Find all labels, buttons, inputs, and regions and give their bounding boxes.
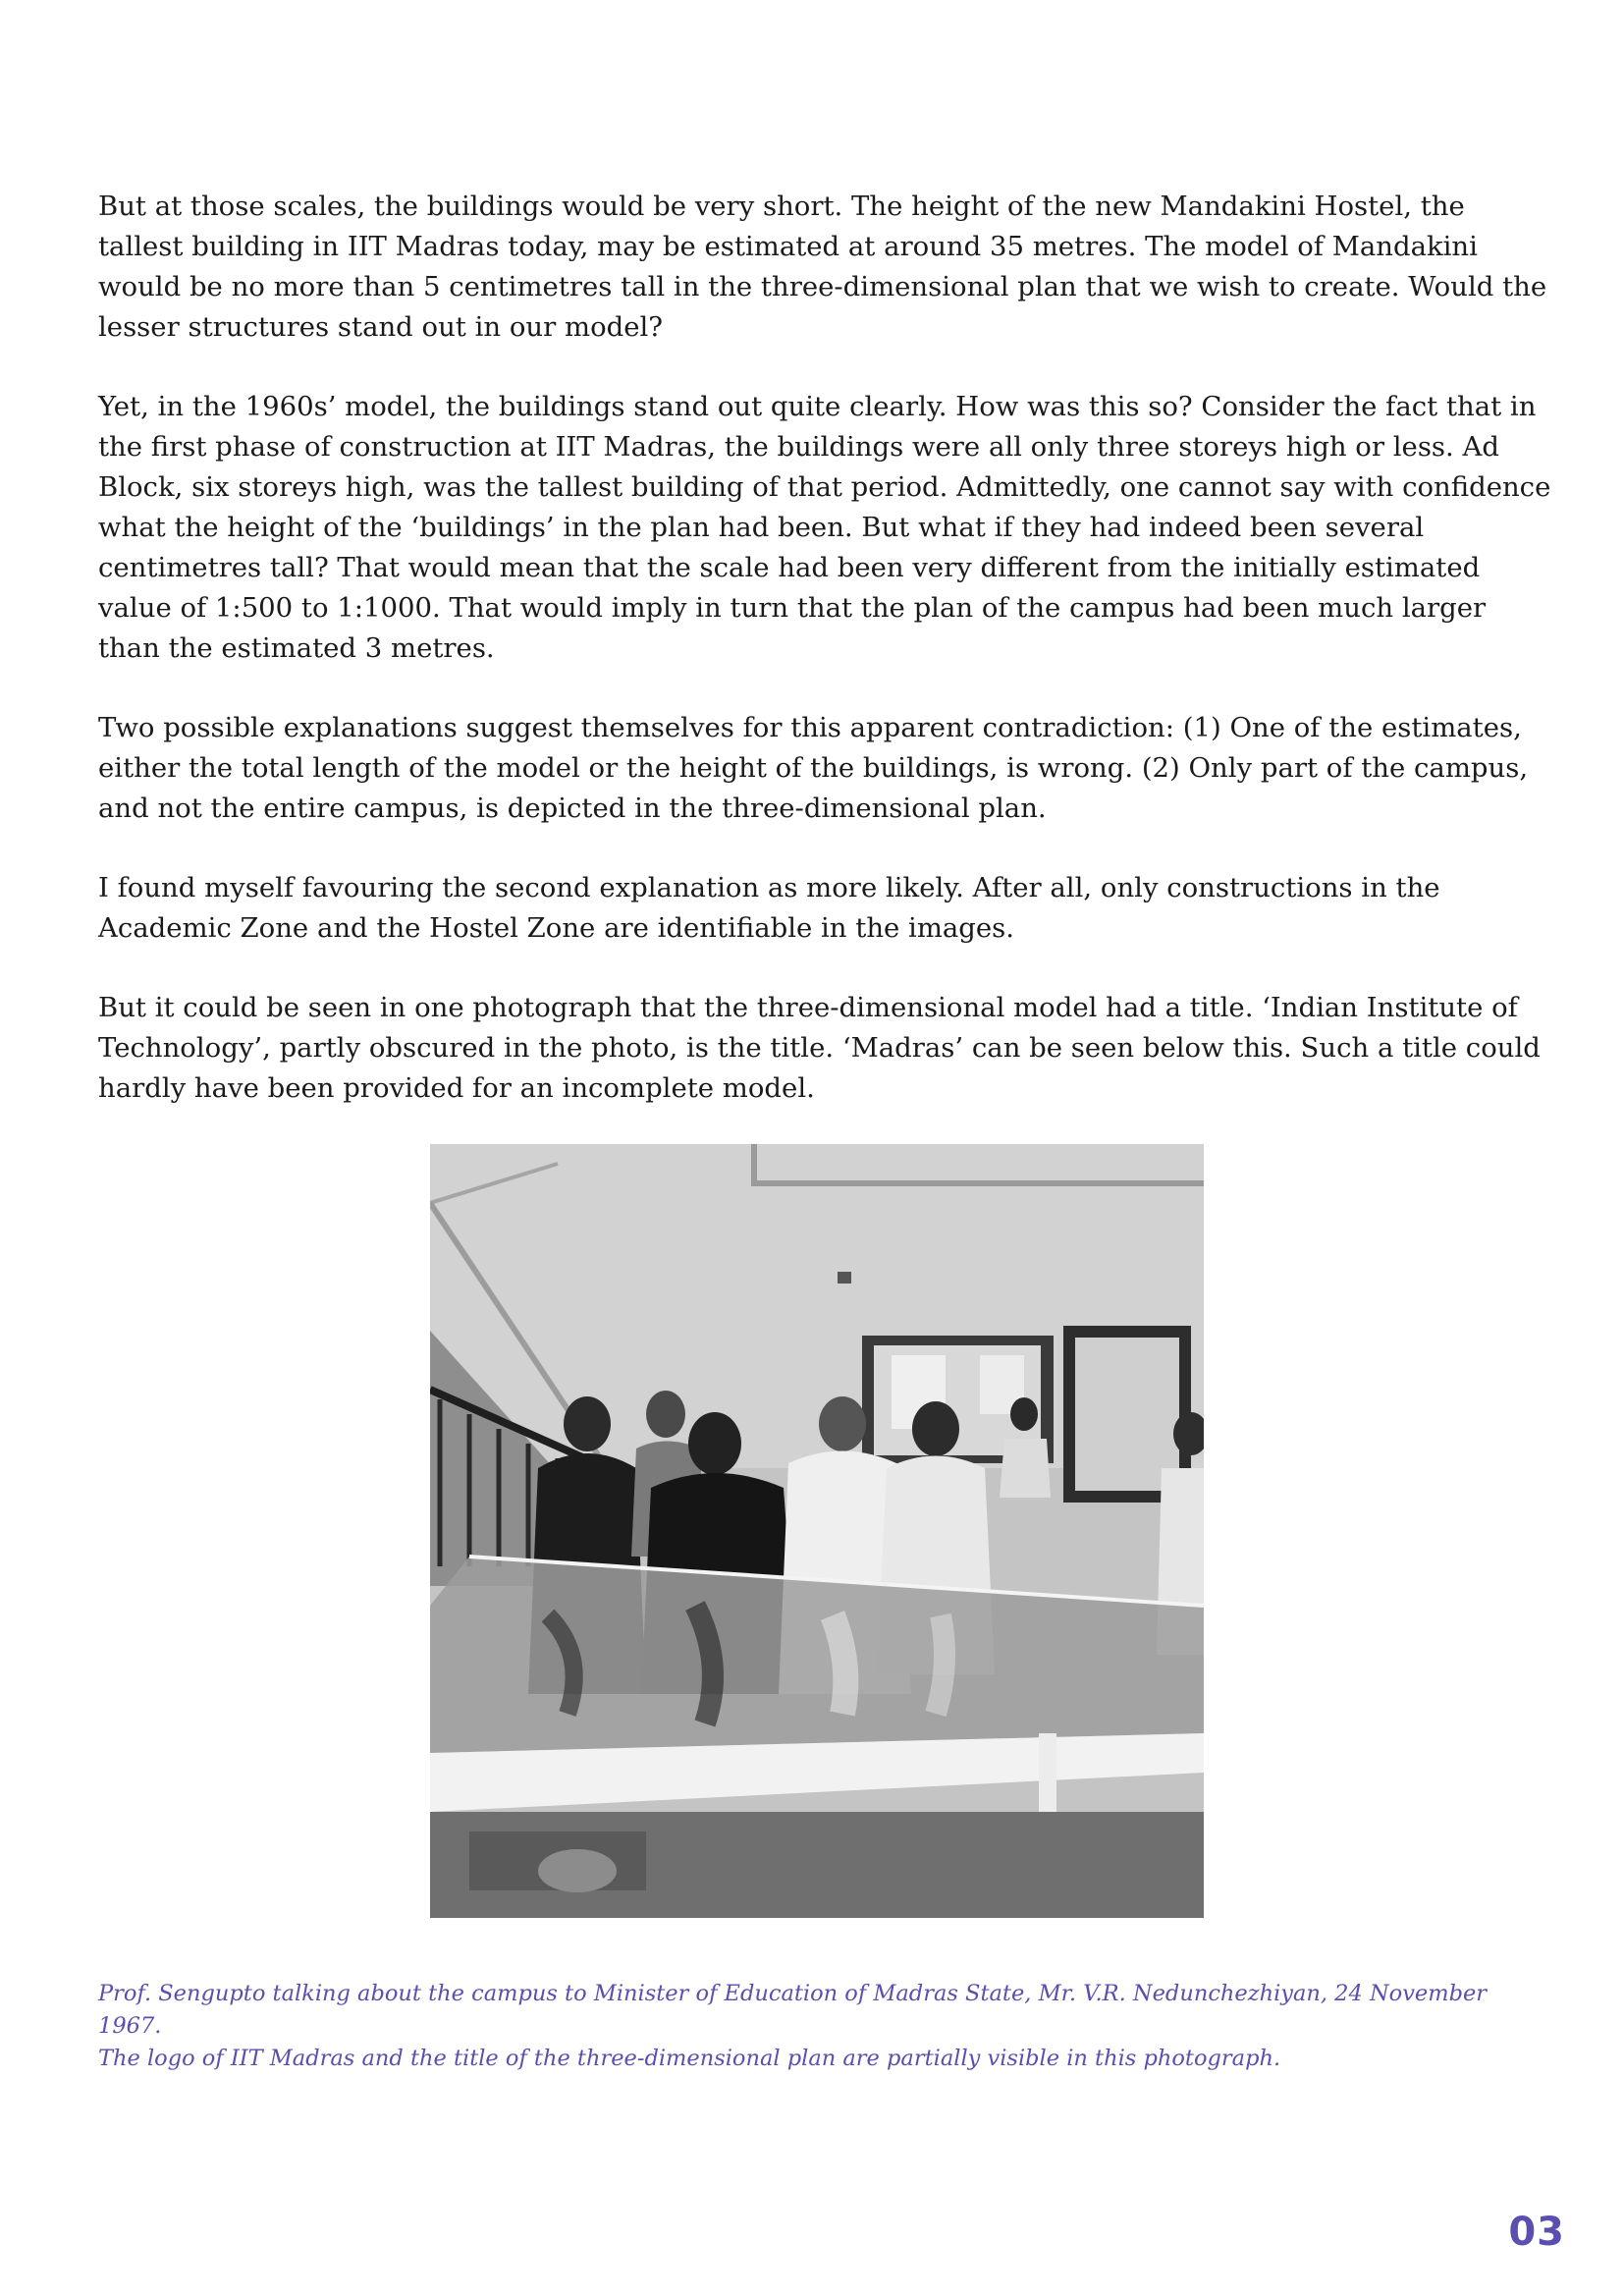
paragraph: I found myself favouring the second explanation as more likely. After all, only constructions in the Academic Zone and the Hostel Zone are identifiable in the images. [98, 872, 1440, 944]
caption-line: Prof. Sengupto talking about the campus to Minister of Education of Madras State, Mr. V.R. Nedunchezhiyan, 24 November 1967. [98, 1981, 1488, 2039]
page-number: 03 [1508, 2210, 1565, 2255]
caption-line: The logo of IIT Madras and the title of the three-dimensional plan are partially visible in this photograph. [98, 2046, 1281, 2071]
paragraph: Yet, in the 1960s’ model, the buildings stand out quite clearly. How was this so? Consider the fact that in the first phase of construction at IIT Madras, the buildings were all only three storeys high or less. Ad Block, six storeys high, was the tallest building of that period. Admittedly, one cannot say with confidence what the height of the ‘buildings’ in the plan had been. But what if they had indeed been several centimetres tall? That would mean that the scale had been very different from the initially estimated value of 1:500 to 1:1000. That would imply in turn that the plan of the campus had been much larger than the estimated 3 metres. [98, 391, 1551, 664]
paragraph: Two possible explanations suggest themselves for this apparent contradiction: (1) One of the estimates, either the total length of the model or the height of the buildings, is wrong. (2) Only part of the campus, and not the entire campus, is depicted in the three-dimensional plan. [98, 712, 1529, 824]
paragraph: But it could be seen in one photograph that the three-dimensional model had a title. ‘Indian Institute of Technology’, partly obscured in the photo, is the title. ‘Madras’ can be seen below this. Such a title could hardly have been provided for an incomplete model. [98, 992, 1541, 1104]
historical-photograph [430, 1144, 1204, 1918]
article-body [98, 187, 1551, 1148]
paragraph: But at those scales, the buildings would be very short. The height of the new Mandakini Hostel, the tallest building in IIT Madras today, may be estimated at around 35 metres. The model of Mandakini would be no more than 5 centimetres tall in the three-dimensional plan that we wish to create. Would the lesser structures stand out in our model? [98, 191, 1547, 343]
figure-caption [98, 1978, 1551, 2075]
photograph-illustration [430, 1144, 1204, 1918]
